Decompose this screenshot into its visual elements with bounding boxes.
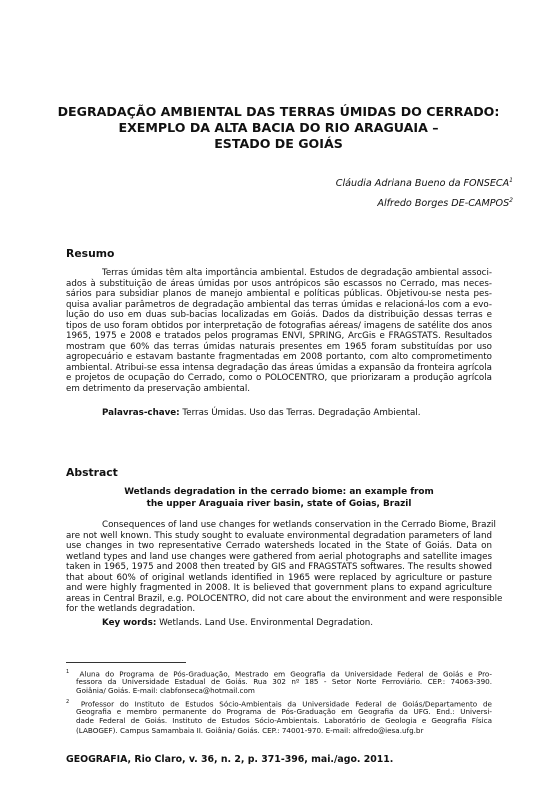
- abstract-keywords: [102, 618, 373, 628]
- footnote-1: [66, 668, 492, 696]
- footnote-line: (LABOGEF). Campus Samambaia II. Goiânia/ Goiás. CEP.: 74001-970. E-mail: alfredo@iesa.ufg.br: [76, 725, 424, 735]
- footnote-mark: 2: [66, 699, 70, 705]
- footnote-line: [66, 668, 492, 677]
- resumo-line: quisa avaliar parâmetros de degradação ambiental das terras úmidas e relacioná-los com a evo-: [66, 299, 492, 310]
- journal-citation-footer: GEOGRAFIA, Rio Claro, v. 36, n. 2, p. 371-396, mai./ago. 2011.: [66, 754, 394, 765]
- abstract-line: and were highly fragmented in 2008. It is believed that government plans to expand agriculture: [66, 583, 492, 593]
- footnote-divider: [66, 662, 186, 663]
- resumo-line: Terras úmidas têm alta importância ambiental. Estudos de degradação ambiental associ-: [102, 268, 492, 278]
- abstract-line: areas in Central Brazil, e.g. POLOCENTRO, did not care about the environment and were responsible: [66, 593, 503, 604]
- footnote-2: [66, 698, 492, 735]
- abstract-line: taken in 1965, 1975 and 2008 then treated by GIS and FRAGSTATS softwares. The results showed: [66, 562, 492, 572]
- keywords-label: Key words:: [102, 618, 157, 628]
- title-line: ESTADO DE GOIÁS: [214, 136, 343, 151]
- resumo-line: ambiental. Atribui-se essa intensa degradação das áreas úmidas a expansão da fronteira agrícola: [66, 362, 492, 373]
- resumo-line: em detrimento da preservação ambiental.: [66, 383, 251, 394]
- resumo-line: mostram que 60% das terras úmidas naturais presentes em 1965 foram substituídas por uso: [66, 341, 492, 352]
- title-line: EXEMPLO DA ALTA BACIA DO RIO ARAGUAIA –: [118, 120, 439, 135]
- title-line: DEGRADAÇÃO AMBIENTAL DAS TERRAS ÚMIDAS DO CERRADO:: [57, 104, 500, 119]
- footnote-line: dade Federal de Goiás. Instituto de Estudos Sócio-Ambientais. Laboratório de Geologia e Geografia Física: [76, 716, 492, 726]
- footnote-text: Aluna do Programa de Pós-Graduação, Mestrado em Geografia da Universidade Federal de Goiás e Pro-: [79, 669, 492, 679]
- resumo-line: tipos de uso foram obtidos por interpretação de fotografias aéreas/ imagens de satélite dos anos: [66, 320, 492, 331]
- footnote-line: fessora da Universidade Estadual de Goiás. Rua 302 nº 185 - Setor Norte Ferroviário. CEP.: 74063-390.: [76, 677, 492, 687]
- footnote-line: Goiânia/ Goiás. E-mail: clabfonseca@hotmail.com: [76, 686, 255, 696]
- paper-title: [40, 104, 517, 152]
- resumo-line: lução do uso em duas sub-bacias localizadas em Goiás. Dados da distribuição dessas terras e: [66, 310, 492, 320]
- author-name: Cláudia Adriana Bueno da FONSECA: [335, 178, 510, 190]
- author-footnote-mark: 1: [509, 177, 513, 184]
- resumo-text: [66, 268, 492, 394]
- abstract-line: Consequences of land use changes for wetlands conservation in the Cerrado Biome, Brazil: [102, 520, 496, 530]
- abstract-line: wetland types and land use changes were gathered from aerial photographs and satellite images: [66, 551, 492, 562]
- abstract-subtitle: [66, 487, 492, 510]
- footnote-line: [66, 698, 492, 707]
- abstract-heading: Abstract: [66, 466, 118, 479]
- subtitle-line: the upper Araguaia river basin, state of Goias, Brazil: [146, 498, 412, 509]
- resumo-heading: Resumo: [66, 247, 115, 260]
- footnote-mark: 1: [66, 669, 70, 675]
- author-footnote-mark: 2: [509, 197, 513, 205]
- resumo-line: sários para subsidiar planos de manejo ambiental e políticas públicas. Objetivou-se nesta pes-: [66, 289, 492, 299]
- author-list: [336, 172, 513, 212]
- footnote-line: Geografia e membro permanente do Programa de Pós-Graduação em Geografia da UFG. End.: Universi-: [76, 707, 492, 717]
- subtitle-line: Wetlands degradation in the cerrado biome: an example from: [124, 487, 434, 497]
- author-name: Alfredo Borges DE-CAMPOS: [377, 198, 510, 210]
- resumo-line: ados à substituição de áreas úmidas por usos antrópicos são escassos no Cerrado, mas neces-: [66, 278, 492, 289]
- keywords-value: Wetlands. Land Use. Environmental Degradation.: [159, 618, 374, 628]
- abstract-line: use changes in two representative Cerrado watersheds located in the State of Goiás. Data on: [66, 541, 492, 551]
- author: [336, 192, 513, 212]
- abstract-line: that about 60% of original wetlands identified in 1965 were replaced by agriculture or pasture: [66, 572, 492, 583]
- abstract-line: are not well known. This study sought to evaluate environmental degradation parameters of land: [66, 530, 492, 541]
- author: [336, 172, 513, 192]
- abstract-line: for the wetlands degradation.: [66, 604, 196, 614]
- resumo-keywords: [102, 408, 421, 418]
- resumo-line: e projetos de ocupação do Cerrado, como o POLOCENTRO, que priorizaram a produção agrícola: [66, 373, 492, 383]
- keywords-value: Terras Úmidas. Uso das Terras. Degradação Ambiental.: [182, 408, 421, 418]
- resumo-line: 1965, 1975 e 2008 e tratados pelos programas ENVI, SPRING, ArcGis e FRAGSTATS. Resultados: [66, 331, 492, 341]
- resumo-line: agropecuário e estavam bastante fragmentadas em 2008 portanto, com alto comprometimento: [66, 352, 492, 362]
- keywords-label: Palavras-chave:: [102, 408, 180, 418]
- footnote-text: Professor do Instituto de Estudos Sócio-Ambientais da Universidade Federal de Goiás/Departamento de: [80, 699, 492, 709]
- abstract-text: [66, 520, 503, 615]
